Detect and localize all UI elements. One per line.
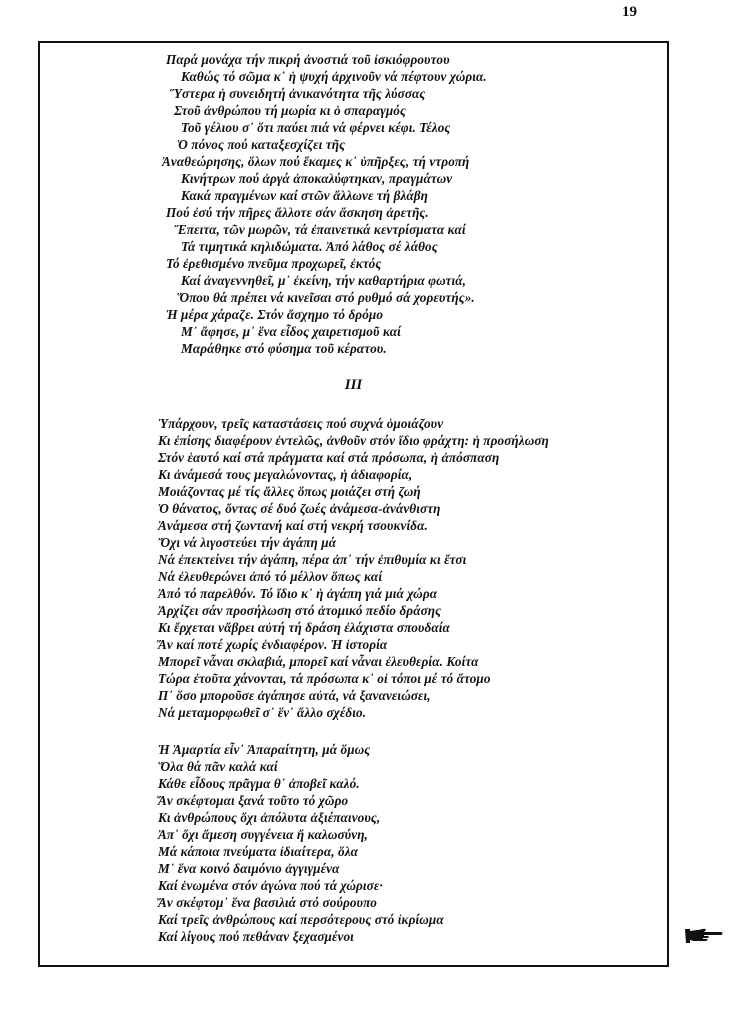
verse-line: Κάθε εἶδους πρᾶγμα θ᾽ ἀποβεῖ καλό. (158, 776, 360, 791)
verse-line: Ἀπ᾽ ὄχι ἄμεση συγγένεια ἤ καλωσύνη, (158, 827, 368, 842)
verse-line: Τώρα ἐτοῦτα χάνονται, τά πρόσωπα κ᾽ οἱ τόποι μέ τό ἄτομο (158, 671, 491, 686)
verse-line: Τά τιμητικά κηλιδώματα. Ἀπό λάθος σέ λάθος (181, 239, 438, 254)
verse-line: Μοιάζοντας μέ τίς ἄλλες ὅπως μοιάζει στή ζωή (158, 484, 421, 499)
verse-line: Ὅπου θά πρέπει νά κινεῖσαι στό ρυθμό σά χορευτής». (177, 290, 475, 305)
verse-line: Καί ἑνωμένα στόν ἀγώνα πού τά χώρισε· (158, 878, 383, 893)
verse-line: Μά κάποια πνεύματα ἰδιαίτερα, ὅλα (158, 844, 359, 859)
verse-line: Κινήτρων πού ἀργά ἀποκαλύφτηκαν, πραγμάτων (181, 171, 453, 186)
verse-line: Καθώς τό σῶμα κ᾽ ἡ ψυχή ἀρχινοῦν νά πέφτουν χώρια. (181, 69, 487, 84)
section-heading: III (344, 377, 363, 393)
verse-line: Παρά μονάχα τήν πικρή ἀνοστιά τοῦ ἰσκιόφρουτου (166, 52, 450, 67)
verse-line: Καί ἀναγεννηθεῖ, μ᾽ ἐκείνη, τήν καθαρτήρια φωτιά, (181, 273, 467, 288)
verse-line: Νά μεταμορφωθεῖ σ᾽ ἕν᾽ ἄλλο σχέδιο. (158, 705, 367, 720)
verse-line: Ὄχι νά λιγοστεύει τήν ἀγάπη μά (158, 535, 337, 550)
verse-line: Τό ἐρεθισμένο πνεῦμα προχωρεῖ, ἐκτός (166, 256, 382, 271)
verse-line: Κι ἀνθρώπους ὄχι ἀπόλυτα ἀξιέπαινους, (158, 810, 381, 825)
verse-line: Ἀναθεώρησης, ὅλων πού ἔκαμες κ᾽ ὑπῆρξες, τή ντροπή (162, 154, 470, 169)
verse-line: Νά ἐπεκτείνει τήν ἀγάπη, πέρα ἀπ᾽ τήν ἐπιθυμία κι ἔτσι (158, 552, 467, 567)
text-frame (38, 41, 669, 967)
verse-line: Καί τρεῖς ἀνθρώπους καί περσότερους στό ἰκρίωμα (158, 912, 444, 927)
verse-line: Τοῦ γέλιου σ᾽ ὅτι παύει πιά νά φέρνει κέφι. Τέλος (181, 120, 451, 135)
verse-line: Μπορεῖ νἆναι σκλαβιά, μπορεῖ καί νἆναι ἐλευθερία. Κοίτα (158, 654, 479, 669)
page-number: 19 (622, 4, 637, 20)
verse-line: Ἡ Ἁμαρτία εἶν᾽ Ἀπαραίτητη, μά ὅμως (158, 742, 371, 757)
verse-line: Ὁ πόνος πού καταξεσχίζει τῆς (177, 137, 346, 152)
verse-line: Ὕστερα ἡ συνειδητή ἀνικανότητα τῆς λύσσας (170, 86, 426, 101)
verse-line: Ἡ μέρα χάραζε. Στόν ἄσχημο τό δρόμο (166, 307, 384, 322)
verse-line: Πού ἐσύ τήν πῆρες ἄλλοτε σάν ἄσκηση ἀρετῆς. (166, 205, 429, 220)
verse-line: Ἀπό τό παρελθόν. Τό ἴδιο κ᾽ ἡ ἀγάπη γιά μιά χώρα (158, 586, 438, 601)
verse-line: Ἄν σκέφτομ᾽ ἕνα βασιλιά στό σούρουπο (158, 895, 377, 910)
verse-line: Π᾽ ὅσο μποροῦσε ἀγάπησε αὐτά, νά ξανανειώσει, (158, 688, 431, 703)
verse-line: Κι ἔρχεται νἄβρει αὐτή τή δράση ἐλάχιστα σπουδαία (158, 620, 450, 635)
verse-line: Στοῦ ἀνθρώπου τή μωρία κι ὁ σπαραγμός (174, 103, 406, 118)
verse-line: Κι ἀνάμεσά τους μεγαλώνοντας, ἡ ἀδιαφορία, (158, 467, 413, 482)
verse-line: Ὁ θάνατος, ὄντας σέ δυό ζωές ἀνάμεσα-ἀνάνθιστη (158, 501, 441, 516)
verse-line: Κι ἐπίσης διαφέρουν ἐντελῶς, ἀνθοῦν στόν ἴδιο φράχτη: ἡ προσήλωση (158, 433, 549, 448)
verse-line: Ἀρχίζει σάν προσήλωση στό ἀτομικό πεδίο δράσης (158, 603, 442, 618)
verse-line: Ἄν καί ποτέ χωρίς ἐνδιαφέρον. Ἡ ἱστορία (158, 637, 388, 652)
verse-line: Ὅλα θά πᾶν καλά καί (158, 759, 278, 774)
verse-line: Ἔπειτα, τῶν μωρῶν, τά ἐπαινετικά κεντρίσματα καί (174, 222, 466, 237)
verse-line: Ἀνάμεσα στή ζωντανή καί στή νεκρή τσουκνίδα. (158, 518, 428, 533)
verse-line: Νά ἐλευθερώνει ἀπό τό μέλλον ὅπως καί (158, 569, 383, 584)
verse-line: Ὑπάρχουν, τρεῖς καταστάσεις πού συχνά ὁμοιάζουν (158, 416, 444, 431)
pointing-hand-icon (683, 924, 723, 946)
verse-line: Μαράθηκε στό φύσημα τοῦ κέρατου. (181, 341, 387, 356)
verse-line: Μ᾽ ἕνα κοινό δαιμόνιο ἀγγιγμένα (158, 861, 340, 876)
verse-line: Κακά πραγμένων καί στῶν ἄλλωνε τή βλάβη (181, 188, 428, 203)
verse-line: Καί λίγους πού πεθάναν ξεχασμένοι (158, 929, 354, 944)
verse-line: Ἄν σκέφτομαι ξανά τοῦτο τό χῶρο (158, 793, 349, 808)
verse-line: Μ᾽ ἄφησε, μ᾽ ἕνα εἶδος χαιρετισμοῦ καί (181, 324, 401, 339)
verse-line: Στόν ἑαυτό καί στά πράγματα καί στά πρόσωπα, ἡ ἀπόσπαση (158, 450, 500, 465)
